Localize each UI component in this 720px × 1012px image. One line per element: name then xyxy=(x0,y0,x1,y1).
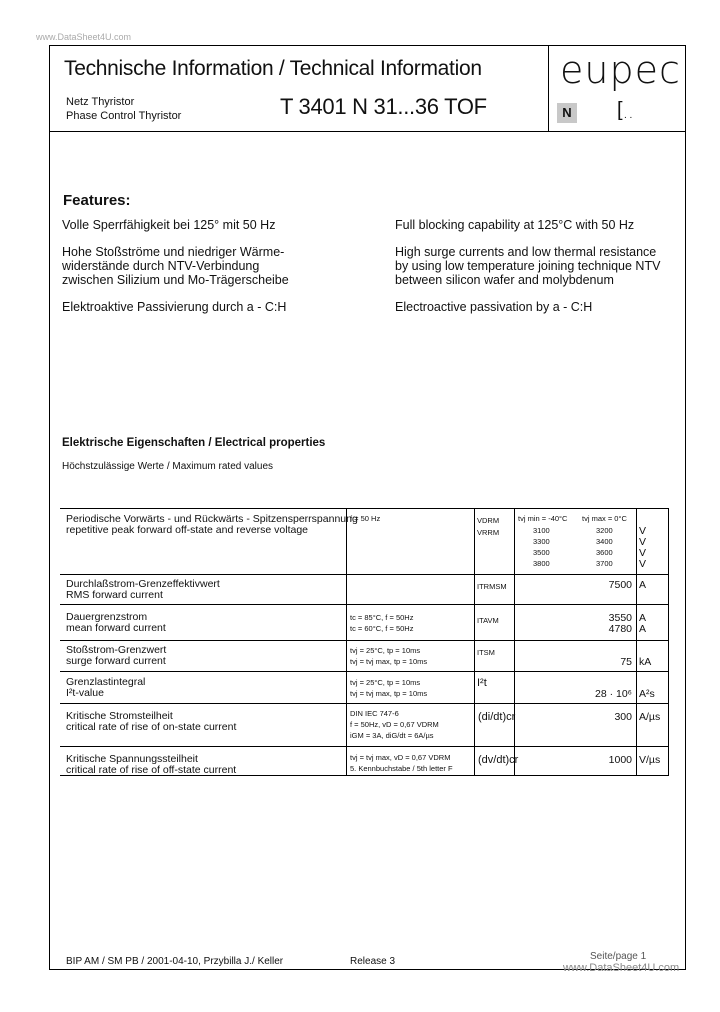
row7-unit: V/µs xyxy=(639,754,661,766)
row1-v1-a: 3100 xyxy=(533,526,550,535)
feature-en-1: Full blocking capability at 125°C with 50 Hz xyxy=(395,218,635,232)
table-col-end xyxy=(668,508,669,776)
row4-label-en: surge forward current xyxy=(66,655,166,667)
row7-label-en: critical rate of rise of off-state current xyxy=(66,764,237,776)
row6-value: 300 xyxy=(614,711,632,723)
eupec-logo: eupec xyxy=(560,48,681,92)
table-line-top xyxy=(60,508,668,509)
row3-symbol: ITAVM xyxy=(477,616,499,625)
feature-en-2-line1: High surge currents and low thermal resistance xyxy=(395,245,657,259)
row1-v4-b: 3700 xyxy=(596,559,613,568)
row1-v3-a: 3500 xyxy=(533,548,550,557)
row7-label-de: Kritische Spannungssteilheit xyxy=(66,753,198,765)
feature-de-2 xyxy=(62,245,289,287)
row3-value-1: 3550 xyxy=(608,612,632,624)
table-line-2 xyxy=(60,604,668,605)
row6-label-de: Kritische Stromsteilheit xyxy=(66,710,173,722)
row5-unit: A²s xyxy=(639,688,655,700)
row4-condition-2: tvj = tvj max, tp = 10ms xyxy=(350,657,428,666)
row3-unit-2: A xyxy=(639,623,647,635)
row1-v4-a: 3800 xyxy=(533,559,550,568)
row7-symbol: (dv/dt)cr xyxy=(478,754,519,766)
row1-unit-3: V xyxy=(639,547,647,559)
feature-de-2-line3: zwischen Silizium und Mo-Trägerscheibe xyxy=(62,273,289,287)
row1-v2-b: 3400 xyxy=(596,537,613,546)
row6-unit: A/µs xyxy=(639,711,661,723)
row1-v1-b: 3200 xyxy=(596,526,613,535)
table-line-5 xyxy=(60,703,668,704)
model-number: T 3401 N 31...36 TOF xyxy=(280,94,487,119)
watermark-bottom: www.DataSheet4U.com xyxy=(563,962,680,974)
table-col-sym xyxy=(474,508,475,776)
features-heading: Features: xyxy=(63,192,131,209)
row4-label-de: Stoßstrom-Grenzwert xyxy=(66,644,167,656)
watermark-top: www.DataSheet4U.com xyxy=(36,32,132,42)
table-line-1 xyxy=(60,574,668,575)
row5-value: 28 · 10⁶ xyxy=(594,688,632,700)
row6-condition-1: DIN IEC 747-6 xyxy=(350,709,399,718)
row1-v2-a: 3300 xyxy=(533,537,550,546)
table-col-cond xyxy=(346,508,347,776)
row3-value-2: 4780 xyxy=(608,623,632,635)
row3-unit-1: A xyxy=(639,612,647,624)
bracket-mark: [ xyxy=(617,99,623,121)
footer-page: Seite/page 1 xyxy=(590,951,647,962)
subtitle-german: Netz Thyristor xyxy=(66,96,135,108)
feature-de-2-line2: widerstände durch NTV-Verbindung xyxy=(62,259,260,273)
row5-condition-2: tvj = tvj max, tp = 10ms xyxy=(350,689,428,698)
row1-unit-2: V xyxy=(639,536,647,548)
footer-release: Release 3 xyxy=(350,956,396,967)
electrical-subheading: Höchstzulässige Werte / Maximum rated values xyxy=(62,461,274,472)
table-line-4 xyxy=(60,671,668,672)
table-line-6 xyxy=(60,746,668,747)
row3-label-de: Dauergrenzstrom xyxy=(66,611,148,623)
row2-label-en: RMS forward current xyxy=(66,589,163,601)
row7-condition-1: tvj = tvj max, vD = 0,67 VDRM xyxy=(350,753,451,762)
row1-unit-1: V xyxy=(639,525,647,537)
row2-symbol: ITRMSM xyxy=(477,582,507,591)
row1-unit-4: V xyxy=(639,558,647,570)
page-title: Technische Information / Technical Information xyxy=(64,57,482,80)
row1-header-2: tvj max = 0°C xyxy=(582,514,627,523)
footer-author: BIP AM / SM PB / 2001-04-10, Przybilla J./ Keller xyxy=(66,956,284,967)
table-line-3 xyxy=(60,640,668,641)
row5-condition-1: tvj = 25°C, tp = 10ms xyxy=(350,678,421,687)
row4-condition-1: tvj = 25°C, tp = 10ms xyxy=(350,646,421,655)
row1-header-1: tvj min = -40°C xyxy=(518,514,568,523)
row5-symbol: I²t xyxy=(477,677,487,689)
row5-label-en: I²t-value xyxy=(66,687,104,699)
row4-unit: kA xyxy=(639,656,652,668)
row5-label-de: Grenzlastintegral xyxy=(66,676,146,688)
row2-value: 7500 xyxy=(608,579,632,591)
row1-label-en: repetitive peak forward off-state and reverse voltage xyxy=(66,524,309,536)
feature-en-2-line2: by using low temperature joining technique NTV xyxy=(395,259,661,273)
feature-de-1: Volle Sperrfähigkeit bei 125° mit 50 Hz xyxy=(62,218,276,232)
row1-v3-b: 3600 xyxy=(596,548,613,557)
row3-label-en: mean forward current xyxy=(66,622,166,634)
table-col-values xyxy=(514,508,515,776)
feature-en-3: Electroactive passivation by a - C:H xyxy=(395,300,593,314)
row1-condition: f = 50 Hz xyxy=(350,514,381,523)
row6-condition-2: f = 50Hz, vD = 0,67 VDRM xyxy=(350,720,439,729)
feature-en-2-line3: between silicon wafer and molybdenum xyxy=(395,273,614,287)
row6-condition-3: iGM = 3A, diG/dt = 6A/µs xyxy=(350,731,434,740)
feature-de-3: Elektroaktive Passivierung durch a - C:H xyxy=(62,300,287,314)
subtitle-english: Phase Control Thyristor xyxy=(66,110,182,122)
feature-en-2 xyxy=(395,245,660,287)
row1-symbol-1: VDRM xyxy=(477,516,500,525)
row7-value: 1000 xyxy=(608,754,632,766)
row3-condition-2: tc = 60°C, f = 50Hz xyxy=(350,624,414,633)
row2-unit: A xyxy=(639,579,647,591)
row6-symbol: (di/dt)cr xyxy=(478,711,516,723)
row3-condition-1: tc = 85°C, f = 50Hz xyxy=(350,613,414,622)
row7-condition-2: 5. Kennbuchstabe / 5th letter F xyxy=(350,764,453,773)
electrical-heading: Elektrische Eigenschaften / Electrical properties xyxy=(62,437,326,449)
row2-label-de: Durchlaßstrom-Grenzeffektivwert xyxy=(66,578,220,590)
header-divider-horizontal xyxy=(49,131,686,132)
row4-symbol: ITSM xyxy=(477,648,495,657)
row1-symbol-2: VRRM xyxy=(477,528,500,537)
row4-value: 75 xyxy=(620,656,632,668)
header-divider-vertical xyxy=(548,45,549,131)
row6-label-en: critical rate of rise of on-state current xyxy=(66,721,237,733)
row1-label-de: Periodische Vorwärts - und Rückwärts - Spitzensperrspannung xyxy=(66,513,358,525)
table-col-unit xyxy=(636,508,637,776)
type-badge: N xyxy=(557,103,577,123)
feature-de-2-line1: Hohe Stoßströme und niedriger Wärme- xyxy=(62,245,285,259)
bracket-dots: . . xyxy=(624,110,633,121)
